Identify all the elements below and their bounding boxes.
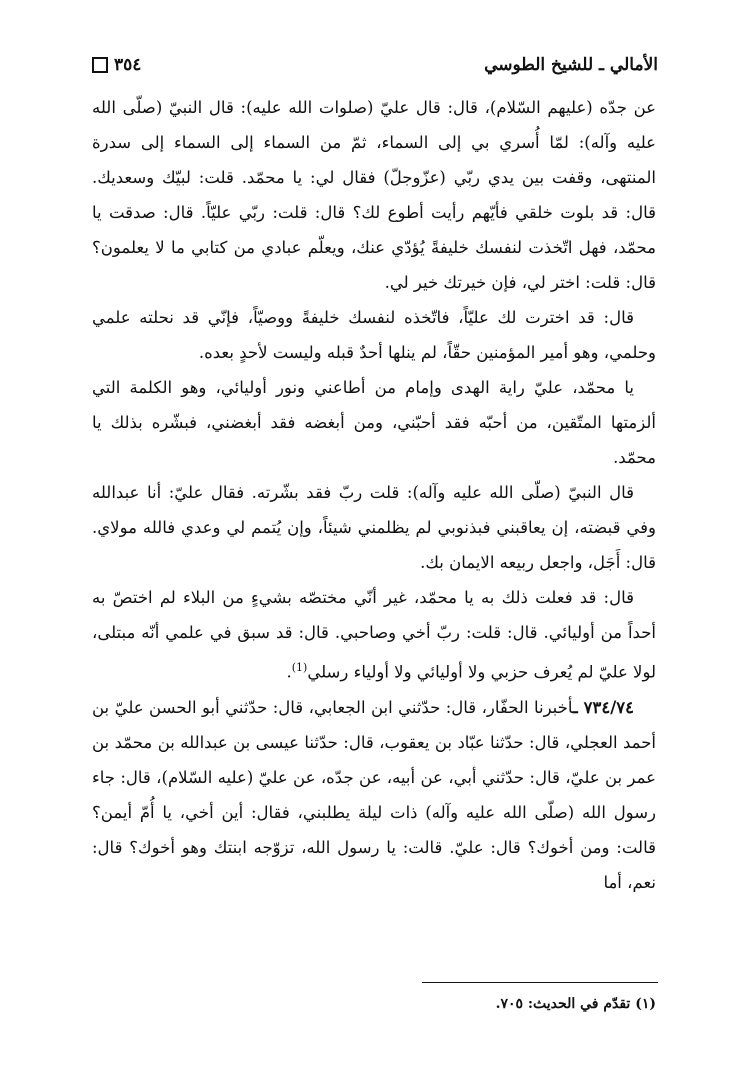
page-header bbox=[92, 50, 658, 80]
paragraph: قال: قد اخترت لك عليّاً، فاتّخذه لنفسك خليفةً ووصيّاً، فإنّي قد نحلته علمي وحلمي، وهو أمير المؤمنين حقّاً، لم ينلها أحدٌ قبله وليست لأحدٍ بعده. bbox=[92, 308, 656, 362]
paragraph: عن جدّه (عليهم السّلام)، قال: قال عليّ (صلوات الله عليه): قال النبيّ (صلّى الله عليه وآله): لمّا أُسري بي إلى السماء، ثمّ من السماء إلى السماء إلى سدرة المنتهى، وقفت بين يدي ربّي (عزّوجلّ) فقال لي: يا محمّد. قلت: لبيّك وسعديك. قال: قد بلوت خلقي فأيّهم رأيت أطوع لك؟ قال: قلت: ربّي عليّاً. قال: صدقت يا محمّد، فهل اتّخذت لنفسك خليفةً يُؤدّي عنك، ويعلّم عبادي من كتابي ما لا يعلمون؟ قال: قلت: اختر لي، فإن خيرتك خير لي. bbox=[92, 98, 656, 292]
paragraph: يا محمّد، عليّ راية الهدى وإمام من أطاعني ونور أوليائي، وهو الكلمة التي ألزمتها المتّقين، من أحبّه فقد أحبّني، ومن أبغضه فقد أبغضني، فبشّره بذلك يا محمّد. bbox=[92, 378, 656, 467]
square-ornament-icon bbox=[92, 57, 108, 73]
hadith-number: ٧٣٤/٧٤ ـ bbox=[572, 697, 634, 717]
running-title: الأمالي ـ للشيخ الطوسي bbox=[484, 55, 658, 75]
footnote-divider bbox=[422, 982, 658, 983]
hadith-paragraph bbox=[92, 690, 656, 900]
page-number: ٣٥٤ bbox=[114, 55, 142, 75]
paragraph: قال: قد فعلت ذلك به يا محمّد، غير أنّي مختصّه بشيءٍ من البلاء لم اختصّ به أحداً من أوليائي. قال: قلت: ربّ أخي وصاحبي. قال: قد سبق في علمي أنّه مبتلى، لولا عليّ لم يُعرف حزبي ولا أوليائي ولا أولياء رسلي$^{(1)}$. bbox=[92, 588, 656, 682]
main-text bbox=[92, 90, 656, 900]
page-number-group bbox=[92, 55, 141, 75]
footnote: (١) تقدّم في الحديث: ٧٠٥. bbox=[495, 996, 656, 1012]
paragraph-text: أخبرنا الحفّار، قال: حدّثني ابن الجعابي، قال: حدّثني أبو الحسن عليّ بن أحمد العجلي، قال: حدّثنا عبّاد بن يعقوب، قال: حدّثنا عيسى بن عبدالله بن محمّد بن عمر بن عليّ، قال: حدّثني أبي، عن أبيه، عن جدّه، عن عليّ (عليه السّلام)، قال: جاء رسول الله (صلّى الله عليه وآله) ذات ليلة يطلبني، فقال: أين أخي، يا أُمّ أيمن؟ قالت: ومن أخوك؟ قال: عليّ. قالت: يا رسول الله، تزوّجه ابنتك وهو أخوك؟ قال: نعم، أما bbox=[92, 697, 656, 892]
footnote-marker: (1) bbox=[291, 661, 308, 674]
paragraph-text: قال: قد فعلت ذلك به يا محمّد، غير أنّي مختصّه بشيءٍ من البلاء لم اختصّ به أحداً من أوليائي. قال: قلت: ربّ أخي وصاحبي. قال: قد سبق في علمي أنّه مبتلى، لولا عليّ لم يُعرف حزبي ولا أوليائي ولا أولياء رسلي bbox=[92, 588, 656, 682]
paragraph: قال النبيّ (صلّى الله عليه وآله): قلت ربّ فقد بشّرته. فقال عليّ: أنا عبدالله وفي قبضته، إن يعاقبني فبذنوبي لم يظلمني شيئاً، وإن يُتمم لي وعدي فالله مولاي. قال: أَجَل، واجعل ربيعه الايمان بك. bbox=[92, 483, 656, 572]
